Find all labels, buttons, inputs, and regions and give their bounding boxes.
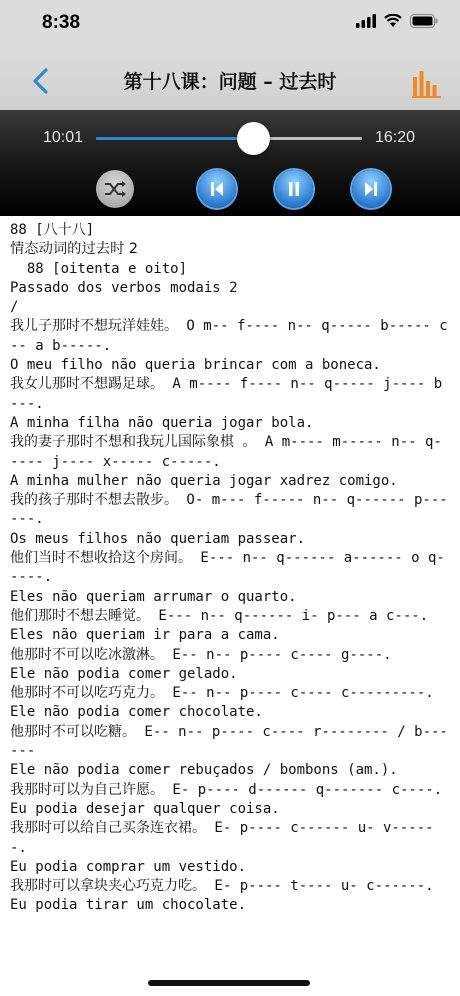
progress-fill [96, 137, 253, 140]
text-line: 我那时可以拿块夹心巧克力吃。 E- p---- t---- u- c------. [10, 878, 434, 895]
text-line: Passado dos verbos modais 2 [10, 279, 238, 296]
text-line: / [10, 299, 19, 316]
text-line: 他们那时不想去睡觉。 E--- n-- q------ i- p--- a c---. [10, 607, 429, 624]
text-line: A minha filha não queria jogar bola. [10, 414, 314, 431]
nav-bar [0, 50, 460, 110]
text-line: Ele não podia comer rebuçados / bombons (am.). [10, 762, 398, 779]
text-line: Eles não queriam arrumar o quarto. [10, 588, 297, 605]
total-time: 16:20 [374, 129, 415, 146]
text-line: 他们当时不想收拾这个房间。 E--- n-- q------ a------ o q-----. [10, 550, 445, 586]
battery-icon [410, 14, 438, 28]
previous-icon [208, 180, 226, 198]
back-button[interactable] [28, 64, 58, 98]
text-line: 他那时不可以吃冰激淋。 E-- n-- p---- c---- g----. [10, 646, 392, 663]
next-icon [362, 180, 380, 198]
text-line: Eu podia desejar qualquer coisa. [10, 800, 280, 817]
elapsed-time: 10:01 [43, 129, 84, 146]
text-line: 我那时可以为自己许愿。 E- p---- d------ q------- c----. [10, 781, 443, 798]
text-line: 他那时不可以吃巧克力。 E-- n-- p---- c---- c---------. [10, 685, 434, 702]
text-line: 88 [八十八] [10, 222, 95, 238]
next-button[interactable] [352, 170, 390, 208]
shuffle-icon [104, 180, 126, 198]
wifi-icon [384, 14, 402, 28]
text-line: 我的孩子那时不想去散步。 O- m--- f----- n-- q------ p------. [10, 492, 448, 528]
back-chevron-icon [28, 64, 58, 98]
pause-button[interactable] [275, 170, 313, 208]
stats-button[interactable] [412, 67, 442, 99]
pause-icon [285, 180, 303, 198]
text-line: 他那时不可以吃糖。 E-- n-- p---- c---- r-------- / b------ [10, 723, 448, 760]
text-line: Eles não queriam ir para a cama. [10, 627, 280, 644]
text-line: Eu podia comprar um vestido. [10, 858, 247, 875]
status-bar [0, 0, 460, 50]
text-line: 情态动词的过去时 2 [10, 241, 139, 258]
text-line: 我的妻子那时不想和我玩儿国际象棋 。 A m---- m----- n-- q----- j---- x----- c-----. [10, 434, 442, 470]
text-line: Os meus filhos não queriam passear. [10, 530, 306, 547]
text-line: Ele não podia comer chocolate. [10, 704, 263, 721]
text-line: 我女儿那时不想踢足球。 A m---- f---- n-- q----- j---- b---. [10, 376, 443, 412]
status-time: 8:38 [42, 12, 81, 33]
home-indicator [148, 980, 310, 986]
bar-chart-icon [412, 67, 442, 99]
shuffle-button[interactable] [96, 170, 134, 208]
progress-slider[interactable] [96, 137, 362, 140]
text-line: 我儿子那时不想玩洋娃娃。 O m-- f---- n-- q----- b----- c-- a b-----. [10, 318, 448, 354]
text-line: O meu filho não queria brincar com a boneca. [10, 357, 381, 374]
slider-thumb[interactable] [237, 122, 270, 155]
text-line: 我那时可以给自己买条连衣裙。 E- p---- c------ u- v------. [10, 820, 434, 856]
status-icons [356, 14, 438, 28]
text-line: Eu podia tirar um chocolate. [10, 897, 247, 914]
text-line: A minha mulher não queria jogar xadrez comigo. [10, 472, 398, 489]
text-line: 88 [oitenta e oito] [10, 260, 188, 277]
audio-player [0, 110, 460, 216]
lesson-text [0, 216, 460, 996]
previous-button[interactable] [198, 170, 236, 208]
page-title: 第十八课：问题 – 过去时 [123, 71, 337, 93]
signal-icon [356, 14, 376, 28]
text-line: Ele não podia comer gelado. [10, 665, 238, 682]
